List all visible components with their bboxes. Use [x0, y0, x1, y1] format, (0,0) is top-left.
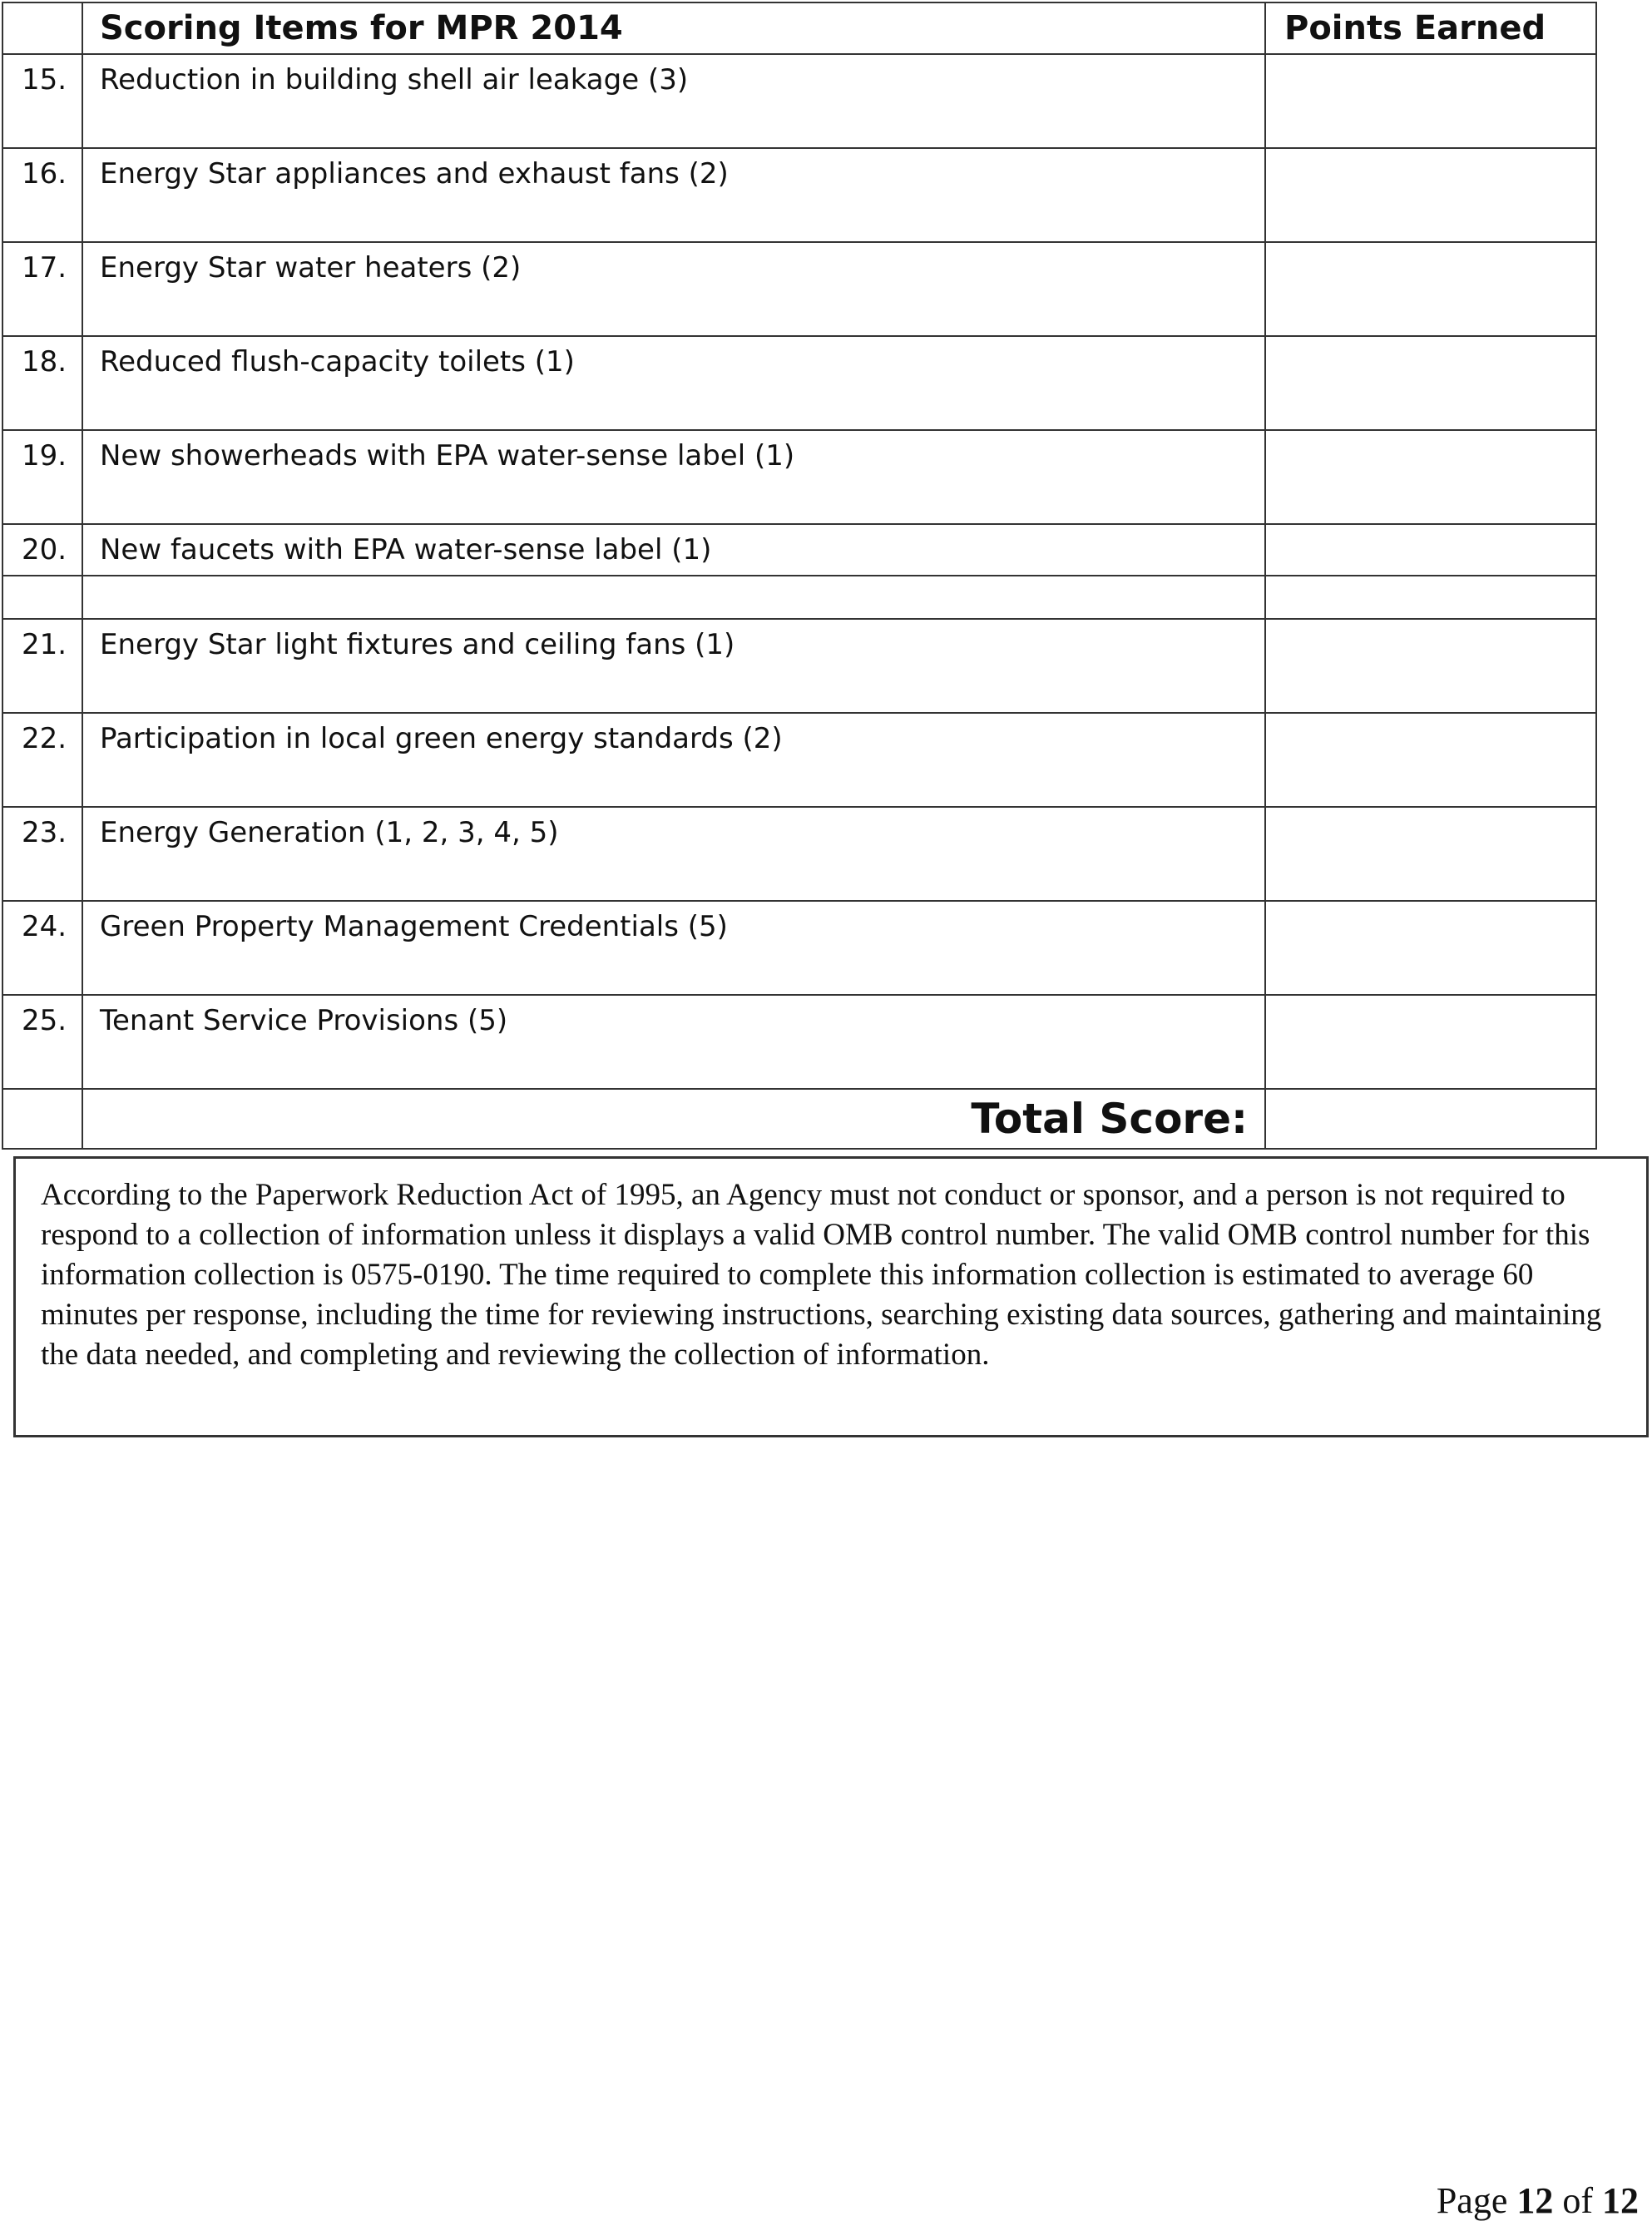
- item-number: 19.: [2, 430, 82, 524]
- item-number: [2, 576, 82, 619]
- points-earned-field[interactable]: [1265, 995, 1596, 1089]
- points-earned-field[interactable]: [1265, 807, 1596, 901]
- of-word: of: [1562, 2180, 1593, 2221]
- item-number: 15.: [2, 54, 82, 148]
- total-pages: 12: [1602, 2180, 1639, 2221]
- item-description: Energy Star water heaters (2): [82, 242, 1265, 336]
- table-row: [2, 807, 1596, 901]
- item-number: 23.: [2, 807, 82, 901]
- table-row: [2, 524, 1596, 576]
- table-header-row: [2, 2, 1596, 54]
- total-score-label: Total Score:: [82, 1089, 1265, 1149]
- item-description: Reduction in building shell air leakage (3): [82, 54, 1265, 148]
- item-description: Green Property Management Credentials (5): [82, 901, 1265, 995]
- table-row: [2, 430, 1596, 524]
- item-description: New showerheads with EPA water-sense label (1): [82, 430, 1265, 524]
- paperwork-reduction-notice: According to the Paperwork Reduction Act of 1995, an Agency must not conduct or sponsor, and a person is not required to respond to a collection of information unless it displays a valid OMB control number. The valid OMB control number for this information collection is 0575-0190. The time required to complete this information collection is estimated to average 60 minutes per response, including the time for reviewing instructions, searching existing data sources, gathering and maintaining the data needed, and completing and reviewing the collection of information.: [13, 1156, 1649, 1437]
- item-description: Tenant Service Provisions (5): [82, 995, 1265, 1089]
- points-earned-field[interactable]: [1265, 430, 1596, 524]
- table-row: [2, 148, 1596, 242]
- table-row-blank: [2, 576, 1596, 619]
- points-earned-field[interactable]: [1265, 713, 1596, 807]
- item-number: 22.: [2, 713, 82, 807]
- table-row: [2, 995, 1596, 1089]
- item-number: 18.: [2, 336, 82, 430]
- table-row: [2, 619, 1596, 713]
- item-number: 25.: [2, 995, 82, 1089]
- header-number: [2, 2, 82, 54]
- total-score-row: [2, 1089, 1596, 1149]
- current-page: 12: [1516, 2180, 1554, 2221]
- item-number: 24.: [2, 901, 82, 995]
- item-number: 16.: [2, 148, 82, 242]
- table-row: [2, 901, 1596, 995]
- header-points-earned: Points Earned: [1265, 2, 1596, 54]
- item-description: [82, 576, 1265, 619]
- points-earned-field[interactable]: [1265, 619, 1596, 713]
- item-number: 20.: [2, 524, 82, 576]
- header-scoring-items: Scoring Items for MPR 2014: [82, 2, 1265, 54]
- page-word: Page: [1436, 2180, 1508, 2221]
- item-description: Participation in local green energy standards (2): [82, 713, 1265, 807]
- item-description: Reduced flush-capacity toilets (1): [82, 336, 1265, 430]
- page-number: [1437, 2179, 1639, 2222]
- points-earned-field[interactable]: [1265, 242, 1596, 336]
- total-number-cell: [2, 1089, 82, 1149]
- item-description: Energy Generation (1, 2, 3, 4, 5): [82, 807, 1265, 901]
- item-description: Energy Star appliances and exhaust fans (2): [82, 148, 1265, 242]
- item-description: New faucets with EPA water-sense label (1): [82, 524, 1265, 576]
- table-row: [2, 54, 1596, 148]
- item-number: 21.: [2, 619, 82, 713]
- points-earned-field[interactable]: [1265, 148, 1596, 242]
- points-earned-field[interactable]: [1265, 901, 1596, 995]
- table-row: [2, 336, 1596, 430]
- points-earned-field[interactable]: [1265, 576, 1596, 619]
- points-earned-field[interactable]: [1265, 54, 1596, 148]
- item-description: Energy Star light fixtures and ceiling fans (1): [82, 619, 1265, 713]
- table-row: [2, 242, 1596, 336]
- total-score-field[interactable]: [1265, 1089, 1596, 1149]
- item-number: 17.: [2, 242, 82, 336]
- points-earned-field[interactable]: [1265, 524, 1596, 576]
- points-earned-field[interactable]: [1265, 336, 1596, 430]
- scoring-table: [2, 2, 1597, 1150]
- table-row: [2, 713, 1596, 807]
